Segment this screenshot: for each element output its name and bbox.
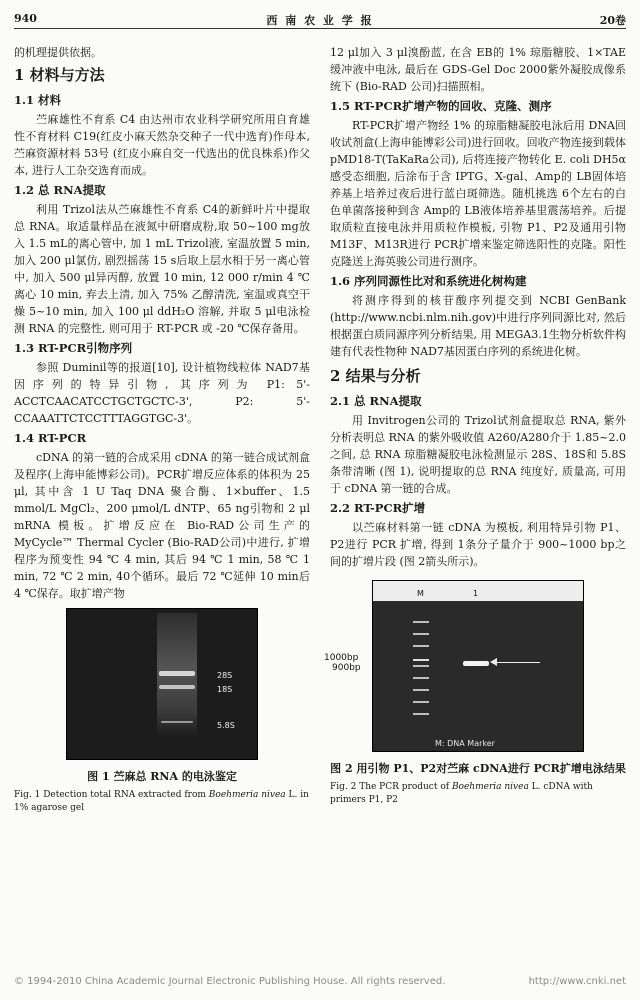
label-28s: 28S (217, 671, 233, 680)
ladder-band (413, 689, 429, 691)
size-label-900bp: 900bp (332, 663, 361, 673)
caption-en-prefix: Fig. 1 Detection total RNA extracted from (14, 790, 209, 800)
figure-2-caption-cn: 图 2 用引物 P1、P2对苎麻 cDNA进行 PCR扩增电泳结果 (330, 762, 626, 775)
lane-label-1: 1 (473, 589, 479, 598)
marker-caption: M: DNA Marker (435, 739, 495, 748)
size-label-1000bp: 1000bp (324, 653, 359, 663)
paragraph-primer-sequences: 参照 Duminil等的报道[10], 设计植物线粒体 NAD7基因序列的特异引物, 其序列为 P1: 5'-ACCTCAACATCCTGCTGCTC-3', P2: 5'-CCAAATTCTCCTTTAGGTGC-3'。 (14, 361, 310, 425)
subheading-phylogeny: 1.6 序列同源性比对和系统进化树构建 (330, 274, 527, 288)
paragraph-materials: 苎麻雄性不育系 C4 由达州市农业科学研究所用自育雄性不育材料 C19(红皮小麻天然杂交种子一代中选育)作母本, 苎麻资源材料 53号 (红皮小麻自交一代选出的优良株系)作父本, 进行人工杂交选育而成。 (14, 113, 310, 177)
subheading-recovery-cloning: 1.5 RT-PCR扩增产物的回收、克隆、测序 (330, 99, 552, 113)
section-heading-results: 2 结果与分析 (330, 367, 421, 385)
ladder-band (413, 633, 429, 635)
figure-2-caption-en (330, 781, 626, 807)
page-number: 940 (14, 12, 37, 25)
arrow-icon (490, 658, 497, 666)
lane-label-m: M (417, 589, 424, 598)
ladder-band (413, 665, 429, 667)
figure-2-gel-image (372, 580, 584, 752)
ladder-band (413, 659, 429, 661)
journal-title: 西 南 农 业 学 报 (266, 14, 374, 27)
subheading-primer-sequences: 1.3 RT-PCR引物序列 (14, 341, 133, 355)
caption-en-species: Boehmeria nivea (451, 782, 529, 792)
caption-en-suffix: L. cDNA with primers P1, P2 (330, 782, 593, 805)
paragraph-rna-extraction: 利用 Trizol法从苎麻雄性不育系 C4的新鲜叶片中提取总 RNA。取适量样品在液氮中研磨成粉,取 50~100 mg放入 1.5 mL的离心管中, 加 1 mL Trizol液, 室温放置 5 min, 加入 200 μl氯仿, 剧烈摇荡 15 s后取上层水相于另一离心管中, 加入 500 μl异丙醇, 放置 10 min, 12 000 r/min 4 ℃离心 10 min, 弃去上清, 加入 75% 乙醇清洗, 室温或真空干燥 5~10 min, 加入 100 μl ddH₂O 溶解, 并取 5 μl电泳检测 RNA 的完整性, 则可用于 RT-PCR 或 -20 ℃保存备用。 (14, 203, 310, 335)
copyright-notice: © 1994-2010 China Academic Journal Electronic Publishing House. All rights reserved. (14, 976, 446, 987)
intro-tail: 的机理提供依据。 (14, 46, 102, 59)
ladder-band (413, 621, 429, 623)
paragraph-phylogeny: 将测序得到的核苷酸序列提交到 NCBI GenBank (http://www.ncbi.nlm.nih.gov)中进行序列同源比对, 然后根据蛋白质同源序列分析结果, 用 MEGA3.1生物分析软件构建有代表性物种 NAD7基因蛋白序列的系统进化树。 (330, 294, 626, 358)
paragraph-rt-pcr: cDNA 的第一链的合成采用 cDNA 的第一链合成试剂盒及程序(上海申能博彩公司)。PCR扩增反应体系的体积为 25 μl, 其中含 1 U Taq DNA 聚合酶、1×buffer、1.5 mmol/L MgCl₂、200 μmol/L dNTP、65 ng引物和 2 μl mRNA 模板。扩增反应在 Bio-RAD公司生产的 MyCycle™ Thermal Cycler (Bio-RAD公司)中进行, 扩增程序为预变性 94 ℃ 4 min, 其后 94 ℃ 1 min, 58 ℃ 1 min, 72 ℃ 2 min, 40个循环。最后 72 ℃延伸 10 min后 4 ℃保存。取扩增产物 (14, 451, 310, 600)
band-5-8s (161, 721, 193, 723)
label-5-8s: 5.8S (217, 721, 235, 730)
left-column (14, 44, 310, 815)
figure-1-caption-en (14, 789, 310, 815)
caption-en-prefix: Fig. 2 The PCR product of (330, 782, 452, 792)
subheading-materials: 1.1 材料 (14, 93, 62, 107)
label-18s: 18S (217, 685, 233, 694)
paragraph-rna-results: 用 Invitrogen公司的 Trizol试剂盒提取总 RNA, 紫外分析表明总 RNA 的紫外吸收值 A260/A280介于 1.85~2.0之间, 总 RNA 琼脂糖凝胶电泳检测显示 28S、18S和 5.8S条带清晰 (图 1), 说明提取的总 RNA 纯度好, 质量高, 可用于 cDNA 第一链的合成。 (330, 414, 626, 495)
subheading-rt-pcr: 1.4 RT-PCR (14, 431, 87, 445)
subheading-pcr-results: 2.2 RT-PCR扩增 (330, 501, 426, 515)
band-28s (159, 671, 195, 676)
arrow-line (496, 662, 540, 663)
figure-1-caption-cn: 图 1 苎麻总 RNA 的电泳鉴定 (87, 770, 237, 783)
running-header (14, 8, 626, 29)
page-footer (14, 976, 626, 987)
ladder-band (413, 677, 429, 679)
paragraph-pcr-results: 以苎麻材料第一链 cDNA 为模板, 利用特异引物 P1、P2进行 PCR 扩增, 得到 1条分子量介于 900~1000 bp之间的扩增片段 (图 2箭头所示)。 (330, 521, 626, 568)
ladder-band (413, 645, 429, 647)
section-heading-materials-methods: 1 材料与方法 (14, 66, 105, 84)
figure-1-gel-image (66, 608, 258, 760)
caption-en-suffix: L. in 1% agarose gel (14, 790, 309, 813)
footer-site: http://www.cnki.net (528, 976, 626, 987)
caption-en-species: Boehmeria nivea (208, 790, 286, 800)
subheading-rna-results: 2.1 总 RNA提取 (330, 394, 422, 408)
volume-label: 20卷 (599, 14, 626, 27)
paragraph-recovery-cloning: RT-PCR扩增产物经 1% 的琼脂糖凝胶电泳后用 DNA回收试剂盒(上海申能博彩公司)进行回收。回收产物连接到载体 pMD18-T(TaKaRa公司), 后将连接产物转化 E. coli DH5α感受态细胞, 后涂布于含 IPTG、X-gal、Amp的 LB固体培养基上培养过夜后进行蓝白斑筛选。随机挑选 6个左右的白色单菌落接种到含 Amp的 LB液体培养基里震荡培养。后提取质粒直接电泳并用质粒作模板, 引物 P1、P2及通用引物 M13F、M13R进行 PCR扩增来鉴定筛选阳性的克隆。阳性克隆送上海英骏公司进行测序。 (330, 119, 626, 268)
paragraph-continued: 12 μl加入 3 μl溴酚蓝, 在含 EB的 1% 琼脂糖胶、1×TAE缓冲液中电泳, 最后在 GDS-Gel Doc 2000紫外凝胶成像系统下 (Bio-RAD 公司)扫描照相。 (330, 46, 626, 93)
band-18s (159, 685, 195, 689)
right-column (330, 44, 626, 807)
ladder-band (413, 713, 429, 715)
ladder-band (413, 701, 429, 703)
subheading-rna-extraction: 1.2 总 RNA提取 (14, 183, 106, 197)
pcr-product-band (463, 661, 489, 666)
